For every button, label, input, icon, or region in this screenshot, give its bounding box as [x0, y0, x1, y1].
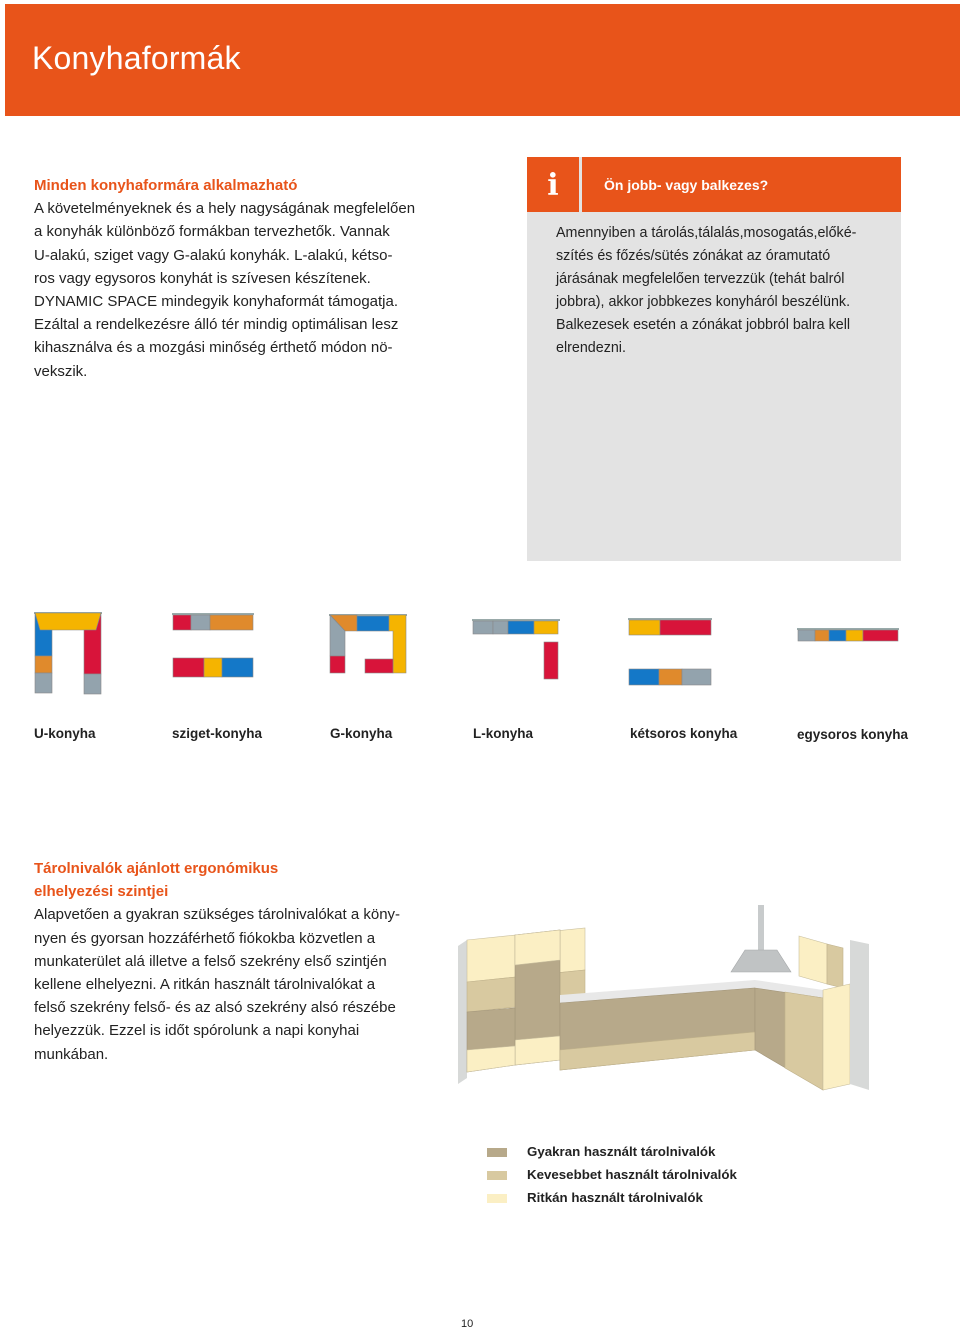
single-row-kitchen-icon: [797, 628, 901, 644]
page-number: 10: [461, 1318, 474, 1330]
u-kitchen-icon: [34, 612, 104, 696]
intro-line: kihasználva és a mozgási minőség érthető módon nö-: [34, 339, 393, 357]
storage-paragraph: [34, 903, 424, 1065]
zone-gray: [682, 669, 711, 685]
storage-heading-line: Tárolnivalók ajánlott ergonómikus: [34, 860, 279, 877]
zone-gray: [191, 615, 210, 630]
zone-red: [173, 615, 191, 630]
storage-line: nyen és gyorsan hozzáférhető fiókokba közvetlen a: [34, 929, 376, 947]
legend-label-frequent: Gyakran használt tárolnivalók: [527, 1144, 716, 1159]
galley-kitchen-icon: [628, 618, 714, 688]
page-title: Konyhaformák: [32, 40, 241, 76]
info-line: elrendezni.: [556, 340, 626, 357]
kitchen-storage-illustration: [455, 900, 875, 1100]
storage-line: munkában.: [34, 1045, 109, 1063]
zone-red: [173, 658, 204, 677]
storage-heading: [34, 857, 424, 903]
info-text: [556, 222, 886, 361]
info-line: szítés és főzés/sütés zónákat az óramutató: [556, 248, 831, 265]
zone-blue: [222, 658, 253, 677]
intro-line: DYNAMIC SPACE mindegyik konyhaformát támogatja.: [34, 293, 399, 311]
info-line: jobbra), akkor jobbkezes konyháról beszélünk.: [556, 294, 851, 311]
kitchen-form-label-single: egysoros konyha: [797, 727, 909, 742]
zone-red: [660, 620, 711, 635]
zone-orange: [35, 656, 52, 673]
zone-gray: [84, 674, 101, 694]
info-icon: i: [527, 157, 579, 212]
storage-line: felső szekrény felső- és az alsó szekrény alsó részébe: [34, 999, 396, 1017]
zone-gray: [493, 621, 508, 634]
info-line: Amennyiben a tárolás,tálalás,mosogatás,előké-: [556, 225, 857, 241]
intro-line: a konyhák különböző formákban tervezhetők. Vannak: [34, 223, 390, 241]
intro-line: vekszik.: [34, 362, 88, 380]
zone-red: [544, 642, 558, 679]
zone-yellow: [534, 621, 558, 634]
storage-line: helyezzük. Ezzel is időt spórolunk a napi konyhai: [34, 1022, 360, 1040]
zone-blue: [629, 669, 659, 685]
zone-red: [365, 659, 393, 673]
storage-section: [34, 857, 424, 1066]
storage-line: kellene elhelyezni. A ritkán használt tárolnivalókat a: [34, 976, 376, 994]
legend-label-rare: Ritkán használt tárolnivalók: [527, 1190, 703, 1205]
right-upper-cabinet-side: [827, 944, 843, 988]
intro-line: ros vagy egysoros konyhát is szívesen készítenek.: [34, 269, 371, 287]
intro-line: U-alakú, sziget vagy G-alakú konyhák. L-alakú, kétso-: [34, 246, 393, 264]
info-title: Ön jobb- vagy balkezes?: [604, 177, 769, 193]
island-kitchen-icon: [172, 613, 256, 679]
right-base-front: [785, 992, 823, 1090]
info-line: Balkezesek esetén a zónákat jobbról balra kell: [556, 317, 851, 334]
info-line: járásának megfelelően tervezzük (tehát balról: [556, 271, 845, 288]
zone-yellow: [35, 613, 101, 630]
zone-yellow: [846, 630, 863, 641]
legend-swatch-frequent: [487, 1148, 507, 1157]
legend-label-less: Kevesebbet használt tárolnivalók: [527, 1167, 737, 1182]
right-upper-cabinet: [799, 936, 827, 984]
left-base-lower: [467, 1046, 515, 1072]
zone-red: [330, 656, 345, 673]
info-title-bar: [582, 157, 901, 212]
tall-cabinet-bottom: [515, 1036, 560, 1065]
kitchen-form-label-galley: kétsoros konyha: [630, 726, 738, 741]
kitchen-form-label-g: G-konyha: [330, 726, 393, 741]
info-box: [527, 157, 901, 561]
legend-swatch-less: [487, 1171, 507, 1180]
intro-line: A követelményeknek és a hely nagyságának megfelelően: [34, 200, 416, 218]
page-header: [5, 4, 960, 116]
kitchen-form-label-l: L-konyha: [473, 726, 534, 741]
intro-section: [34, 174, 424, 383]
zone-yellow: [629, 620, 660, 635]
kitchen-form-label-island: sziget-konyha: [172, 726, 263, 741]
intro-line: Ezáltal a rendelkezésre álló tér mindig optimálisan lesz: [34, 316, 399, 334]
kitchen-form-label-u: U-konyha: [34, 726, 96, 741]
g-kitchen-icon: [329, 614, 409, 676]
zone-orange: [210, 615, 253, 630]
zone-blue: [508, 621, 534, 634]
zone-gray: [473, 621, 493, 634]
right-tall-end: [823, 984, 850, 1090]
zone-blue: [829, 630, 846, 641]
storage-line: munkaterület alá illetve a felső szekrény első szintjén: [34, 952, 387, 970]
storage-line: Alapvetően a gyakran szükséges tárolnivalókat a köny-: [34, 906, 401, 924]
zone-gray: [798, 630, 815, 641]
right-wall-panel: [850, 940, 869, 1090]
hood-icon: [731, 950, 791, 972]
legend-swatch-rare: [487, 1194, 507, 1203]
zone-gray: [35, 673, 52, 693]
l-kitchen-icon: [472, 619, 562, 681]
intro-paragraph: [34, 197, 424, 383]
zone-orange: [815, 630, 829, 641]
intro-heading: Minden konyhaformára alkalmazható: [34, 177, 298, 194]
tall-cabinet-top: [515, 930, 560, 965]
storage-heading-line: elhelyezési szintjei: [34, 883, 169, 901]
hood-chimney: [758, 905, 764, 950]
zone-yellow: [204, 658, 222, 677]
left-wall-panel: [458, 940, 467, 1084]
zone-blue: [357, 616, 389, 631]
zone-orange: [659, 669, 682, 685]
zone-red: [863, 630, 898, 641]
